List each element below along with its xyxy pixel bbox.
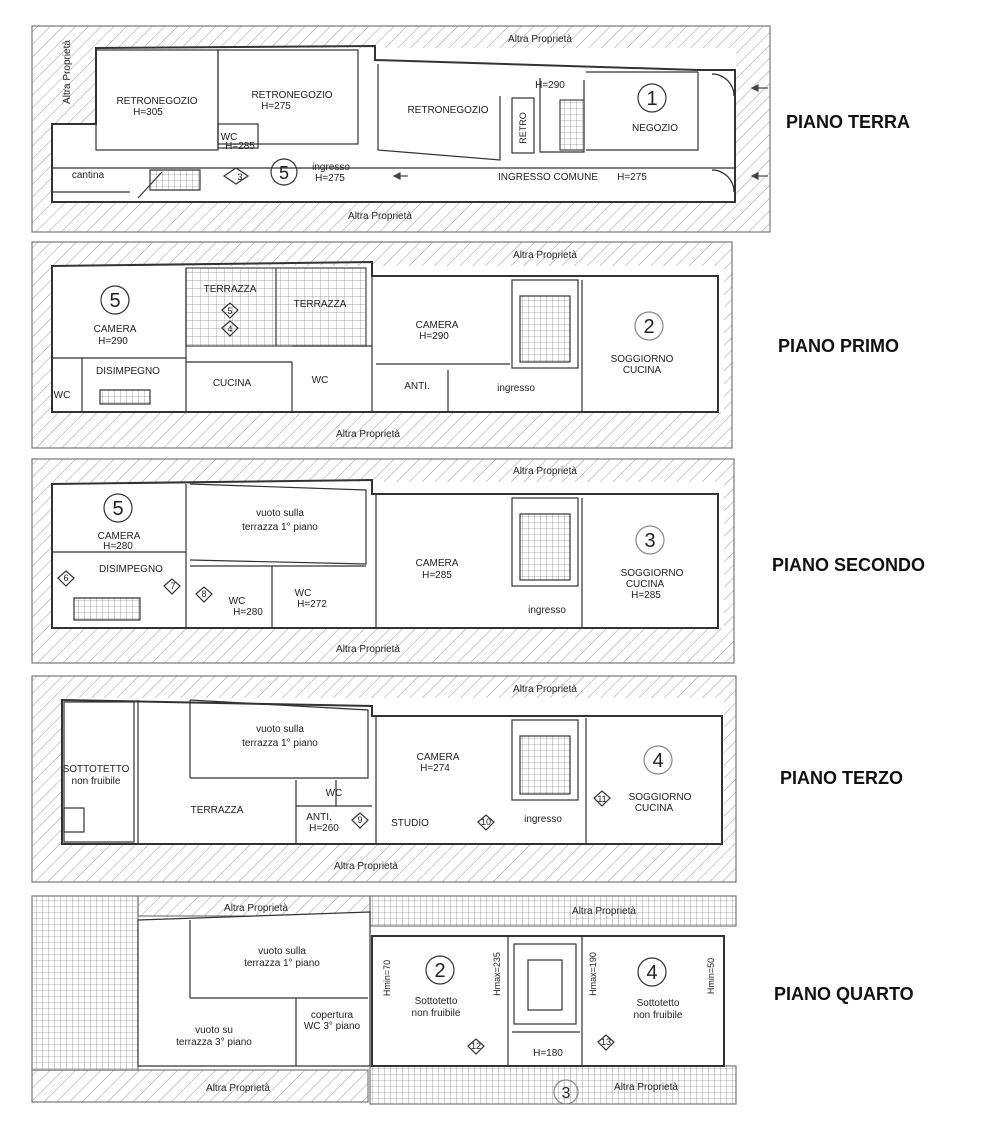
room-label: SOGGIORNO — [628, 792, 692, 803]
altra-proprieta-label: Altra Proprietà — [513, 250, 577, 261]
unit-number: 3 — [561, 1085, 571, 1102]
floor-title-piano-primo: PIANO PRIMO — [778, 336, 900, 356]
altra-proprieta-label: Altra Proprietà — [224, 903, 288, 914]
tiled-roof-area — [370, 896, 736, 926]
altra-proprieta-label: Altra Proprietà — [614, 1082, 678, 1093]
room-height: H=272 — [297, 599, 327, 610]
view-marker: 12 — [470, 1041, 482, 1051]
room-label: NEGOZIO — [631, 123, 679, 134]
room-label: terrazza 3° piano — [176, 1037, 252, 1048]
unit-number: 1 — [646, 88, 658, 110]
room-height: H=260 — [309, 823, 339, 834]
tiled-roof-area — [370, 1066, 736, 1104]
altra-proprieta-label: Altra Proprietà — [206, 1083, 270, 1094]
room-height: H=285 — [631, 590, 661, 601]
room-label: RETRONEGOZIO — [251, 90, 333, 101]
view-marker: 9 — [357, 815, 363, 825]
unit-number: 2 — [434, 960, 446, 982]
room-height: H=180 — [533, 1048, 563, 1059]
unit-number: 5 — [109, 290, 121, 312]
room-height: H=285 — [422, 570, 452, 581]
room-label: ANTI. — [404, 381, 430, 392]
altra-proprieta-label: Altra Proprietà — [508, 34, 572, 45]
room-label: WC — [325, 788, 343, 799]
room-label: WC — [220, 132, 238, 143]
view-marker: 13 — [600, 1037, 612, 1047]
altra-proprieta-label: Altra Proprietà — [348, 211, 412, 222]
room-label: WC 3° piano — [303, 1021, 361, 1032]
room-label: Sottotetto — [636, 998, 680, 1009]
floor-title-piano-quarto: PIANO QUARTO — [774, 984, 914, 1004]
room-label: TERRAZZA — [203, 284, 257, 295]
room-height: H=275 — [261, 101, 291, 112]
altra-proprieta-label: Altra Proprietà — [513, 684, 577, 695]
room-height: H=275 — [315, 173, 345, 184]
room-height: H=305 — [133, 107, 163, 118]
room-label: INGRESSO COMUNE — [497, 172, 599, 183]
room-label: WC — [311, 375, 329, 386]
unit-number: 5 — [112, 498, 124, 520]
room-label: DISIMPEGNO — [96, 366, 160, 377]
room-height: H=290 — [535, 80, 565, 91]
room-label: non fruibile — [71, 776, 121, 787]
room-label: ingresso — [312, 162, 350, 173]
height-label: Hmax=190 — [588, 952, 598, 996]
room-height: H=290 — [419, 331, 449, 342]
room-label: ingresso — [497, 383, 535, 394]
room-label: DISIMPEGNO — [99, 564, 163, 575]
unit-number: 4 — [646, 962, 658, 984]
room-height: H=290 — [98, 336, 128, 347]
room-label: TERRAZZA — [293, 299, 347, 310]
room-label: CUCINA — [625, 579, 665, 590]
view-marker: 6 — [63, 573, 69, 583]
floor-piano-secondo — [32, 459, 734, 663]
view-marker: 4 — [227, 324, 233, 334]
altra-proprieta-label: Altra Proprietà — [62, 40, 73, 104]
view-marker: 8 — [201, 589, 207, 599]
room-label: CUCINA — [212, 378, 252, 389]
altra-proprieta-label: Altra Proprietà — [334, 861, 398, 872]
tiled-roof-area — [32, 896, 138, 1070]
room-label: ingresso — [524, 814, 562, 825]
room-label: CAMERA — [93, 324, 137, 335]
room-label: WC — [294, 588, 312, 599]
room-label: Sottotetto — [414, 996, 458, 1007]
altra-proprieta-label: Altra Proprietà — [336, 644, 400, 655]
room-label: CUCINA — [634, 803, 674, 814]
room-label: RETRONEGOZIO — [116, 96, 198, 107]
room-label: terrazza 1° piano — [244, 958, 320, 969]
view-marker: 3 — [237, 172, 243, 182]
unit-number: 5 — [278, 163, 290, 183]
altra-proprieta-label: Altra Proprietà — [572, 906, 636, 917]
unit-number: 3 — [644, 530, 656, 552]
room-label: cantina — [71, 170, 105, 181]
room-label: CAMERA — [416, 752, 460, 763]
view-marker: 11 — [597, 794, 607, 804]
room-label: ingresso — [528, 605, 566, 616]
altra-proprieta-label: Altra Proprietà — [513, 466, 577, 477]
room-height: H=274 — [420, 763, 450, 774]
room-height: H=280 — [233, 607, 263, 618]
room-label: non fruibile — [411, 1008, 461, 1019]
room-label: vuoto su — [195, 1025, 233, 1036]
floor-piano-quarto — [32, 896, 736, 1104]
view-marker: 7 — [170, 581, 176, 591]
room-label: CAMERA — [415, 320, 459, 331]
room-label: WC — [53, 390, 71, 401]
room-label: CAMERA — [415, 558, 459, 569]
height-label: Hmax=235 — [492, 952, 502, 996]
room-label: terrazza 1° piano — [242, 738, 318, 749]
room-label: vuoto sulla — [258, 946, 306, 957]
view-marker: 10 — [480, 817, 492, 827]
room-label: copertura — [310, 1010, 354, 1021]
unit-number: 2 — [643, 316, 655, 338]
room-label: RETRONEGOZIO — [407, 105, 489, 116]
floor-piano-primo — [32, 242, 732, 448]
room-label: SOGGIORNO — [610, 354, 674, 365]
height-label: Hmin=50 — [706, 957, 716, 995]
room-label: CAMERA — [97, 531, 141, 542]
room-height: H=275 — [617, 172, 647, 183]
height-label: Hmin=70 — [382, 959, 392, 997]
room-label: STUDIO — [391, 818, 429, 829]
floor-title-piano-terra: PIANO TERRA — [786, 112, 911, 132]
room-label: TERRAZZA — [190, 805, 244, 816]
room-label: WC — [228, 596, 246, 607]
altra-proprieta-label: Altra Proprietà — [336, 429, 400, 440]
room-label: RETRO — [518, 112, 528, 144]
hatch-band — [32, 1070, 368, 1102]
room-label: SOGGIORNO — [620, 568, 684, 579]
room-label: ANTI. — [306, 812, 332, 823]
room-height: H=280 — [103, 541, 133, 552]
room-label: vuoto sulla — [256, 724, 304, 735]
room-label: terrazza 1° piano — [242, 522, 318, 533]
room-height: H=285 — [225, 141, 255, 152]
room-label: SOTTOTETTO — [62, 764, 130, 775]
room-label: CUCINA — [622, 365, 662, 376]
floor-title-piano-terzo: PIANO TERZO — [780, 768, 904, 788]
floor-piano-terzo — [32, 676, 736, 882]
floor-title-piano-secondo: PIANO SECONDO — [772, 555, 926, 575]
room-label: non fruibile — [633, 1010, 683, 1021]
unit-number: 4 — [652, 750, 664, 772]
view-marker: 5 — [227, 306, 233, 316]
room-label: vuoto sulla — [256, 508, 304, 519]
